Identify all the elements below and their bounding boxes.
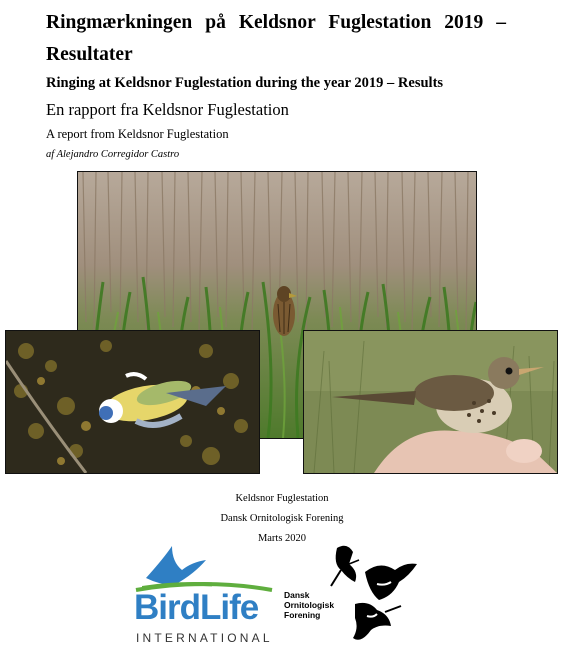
dof-text-line-2: Ornitologisk xyxy=(284,600,335,610)
footer-society: Dansk Ornitologisk Forening xyxy=(220,513,344,524)
footer-date: Marts 2020 xyxy=(257,533,307,544)
english-subtitle: Ringing at Keldsnor Fuglestation during the year 2019 – Results xyxy=(46,75,444,91)
report-heading-danish: En rapport fra Keldsnor Fuglestation xyxy=(46,100,289,119)
dof-text-line-1: Dansk xyxy=(284,590,310,600)
author-line: af Alejandro Corregidor Castro xyxy=(46,149,180,160)
pipit-in-hand-photo xyxy=(303,330,558,474)
birdlife-subtitle: INTERNATIONAL xyxy=(136,631,273,645)
dof-birds-icon xyxy=(325,542,420,647)
dof-text-line-3: Forening xyxy=(284,610,321,620)
page-title-line-2: Resultater xyxy=(46,44,133,65)
birdlife-wordmark: BirdLife xyxy=(134,588,259,627)
footer-station: Keldsnor Fuglestation xyxy=(235,493,329,504)
report-heading-english: A report from Keldsnor Fuglestation xyxy=(46,127,229,141)
page-title-line-1: Ringmærkningen på Keldsnor Fuglestation 2019 – xyxy=(46,12,506,33)
blue-tit-in-hand-photo xyxy=(5,330,260,474)
